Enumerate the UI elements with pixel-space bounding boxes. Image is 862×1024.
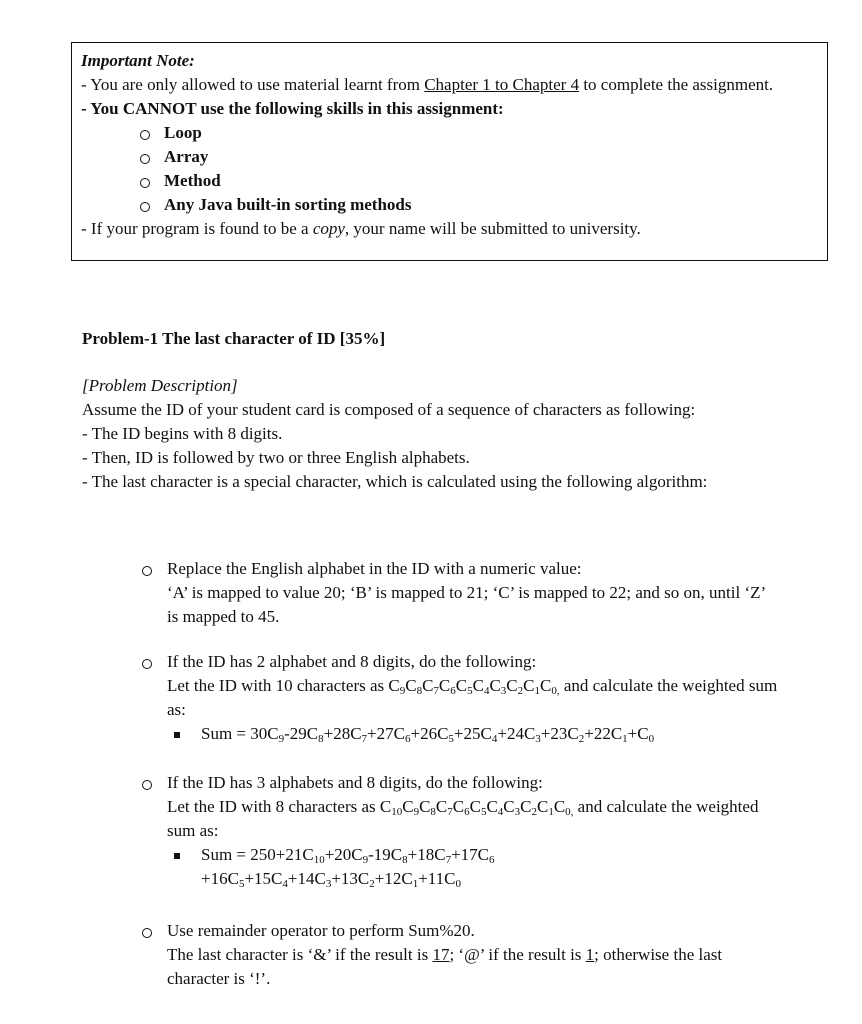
rule-item: - The ID begins with 8 digits. bbox=[82, 424, 283, 443]
description-heading: [Problem Description] bbox=[82, 376, 238, 395]
rule-item: - The last character is a special character, which is calculated using the following algorithm: bbox=[82, 472, 708, 491]
note-line-cannot: - You CANNOT use the following skills in this assignment: bbox=[81, 99, 504, 118]
rule-item: - Then, ID is followed by two or three English alphabets. bbox=[82, 448, 470, 467]
note-line-material: - You are only allowed to use material learnt from Chapter 1 to Chapter 4 to complete the assignment. bbox=[81, 75, 774, 94]
skill-item: Array bbox=[138, 145, 817, 169]
step-two-alphabets bbox=[140, 650, 780, 746]
step-remainder bbox=[140, 919, 780, 991]
step-two-title: If the ID has 2 alphabet and 8 digits, do the following: bbox=[140, 650, 780, 674]
step-three-title: If the ID has 3 alphabets and 8 digits, do the following: bbox=[140, 771, 780, 795]
problem-section bbox=[82, 327, 772, 351]
important-note-box bbox=[71, 42, 828, 261]
skill-item: Loop bbox=[138, 121, 817, 145]
skills-list bbox=[81, 121, 817, 217]
problem-description bbox=[82, 374, 755, 494]
note-line-copy: - If your program is found to be a copy, your name will be submitted to university. bbox=[81, 219, 641, 238]
chapter-range: Chapter 1 to Chapter 4 bbox=[424, 75, 580, 94]
formula-two: Sum = $30C_9-29C_8+28C_7+27C_6+26C_5+25C_4+24C_3+23C_2+22C_1+C_0$ bbox=[140, 722, 780, 746]
skill-item: Any Java built-in sorting methods bbox=[138, 193, 817, 217]
step-three-alphabets bbox=[140, 771, 780, 891]
step-remainder-title: Use remainder operator to perform Sum%20. bbox=[140, 919, 780, 943]
step-replace-body: ‘A’ is mapped to value 20; ‘B’ is mapped to 21; ‘C’ is mapped to 22; and so on, until ‘Z’ is mapped to 45. bbox=[167, 583, 765, 626]
formula-three: Sum = $250+21C_{10}+20C_9-19C_8+18C_7+17C_6$ bbox=[140, 843, 780, 867]
step-two-body: Let the ID with 10 characters as $C_9C_8C_7C_6C_5C_4C_3C_2C_1C_{0,}$ and calculate the weighted sum as: bbox=[167, 676, 778, 719]
formula-three-continued: $+16C_5+15C_4+14C_3+13C_2+12C_1+11C_0$ bbox=[201, 869, 461, 890]
step-replace-title: Replace the English alphabet in the ID with a numeric value: bbox=[140, 557, 780, 581]
description-intro: Assume the ID of your student card is composed of a sequence of characters as following: bbox=[82, 400, 696, 419]
step-remainder-body: The last character is ‘&’ if the result is 17; ‘@’ if the result is 1; otherwise the last character is ‘!’. bbox=[167, 945, 723, 988]
step-replace bbox=[140, 557, 780, 629]
note-title: Important Note: bbox=[81, 51, 195, 70]
skill-item: Method bbox=[138, 169, 817, 193]
step-three-body: Let the ID with 8 characters as $C_{10}C_9C_8C_7C_6C_5C_4C_3C_2C_1C_{0,}$ and calculate the weighted sum as: bbox=[167, 797, 759, 840]
problem-title: Problem-1 The last character of ID [35%] bbox=[82, 329, 386, 348]
